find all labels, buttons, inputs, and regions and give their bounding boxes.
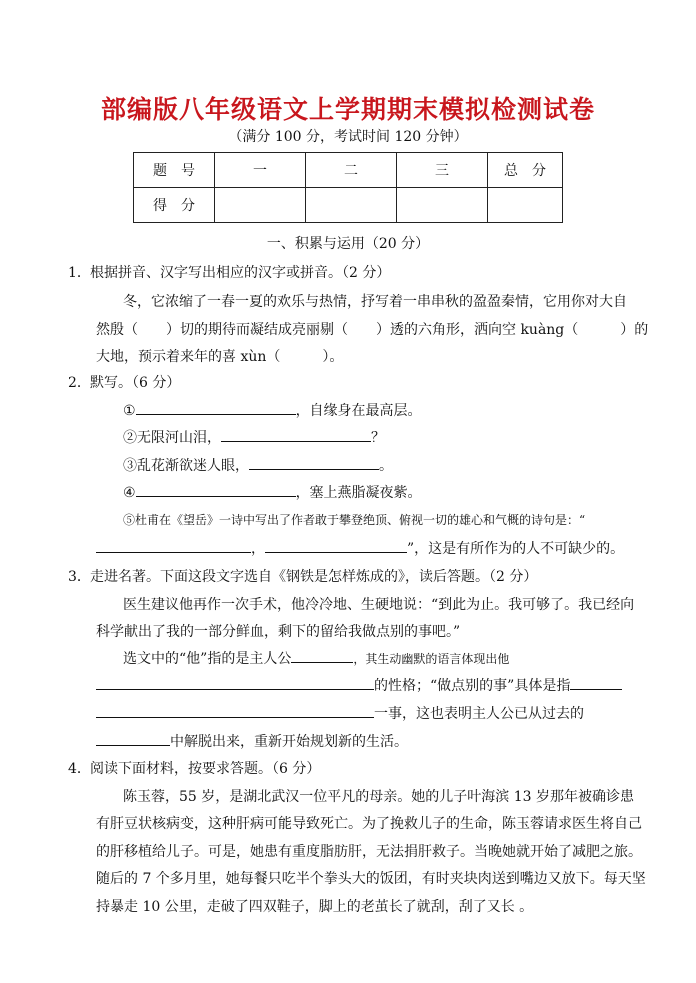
score-cell-label: 题 号 — [134, 153, 215, 188]
score-cell-part2: 二 — [306, 153, 397, 188]
item-suffix: ，自缘身在最高层。 — [295, 403, 422, 419]
q2-item-1 — [123, 400, 422, 420]
q4-passage-line: 的肝移植给儿子。可是，她患有重度脂肪肝，无法捐肝救子。当晚她就开始了减肥之旅。 — [96, 844, 642, 860]
item-prefix: ④ — [123, 485, 136, 501]
q1-passage-line[interactable]: 然殷（ ）切的期待而凝结成亮丽剔（ ）透的六角形，洒向空 kuàng（ ）的 — [96, 322, 649, 338]
score-table-score-row — [134, 188, 563, 223]
score-table — [133, 152, 563, 223]
question-4 — [68, 758, 320, 778]
question-number: 3． — [68, 569, 91, 585]
line-suffix: ，其生动幽默的语言体现出他 — [353, 652, 510, 666]
item-suffix: ”，这是有所作为的人不可缺少的。 — [407, 541, 625, 557]
question-number: 4． — [68, 761, 91, 777]
answer-blank[interactable] — [96, 731, 170, 746]
q4-passage-line: 随后的 7 个多月里，她每餐只吃半个拳头大的饭团，有时夹块肉送到嘴边又放下。每天坚 — [96, 871, 646, 887]
score-table-header-row — [134, 153, 563, 188]
question-number: 2． — [68, 375, 91, 391]
answer-blank[interactable] — [96, 538, 251, 553]
line-suffix: 中解脱出来，重新开始规划新的生活。 — [170, 734, 408, 750]
answer-blank[interactable] — [96, 675, 374, 690]
answer-blank[interactable] — [96, 703, 374, 718]
item-suffix: ？ — [371, 430, 385, 446]
answer-blank[interactable] — [265, 538, 407, 553]
section-heading: 一、积累与运用（20 分） — [266, 236, 430, 252]
answer-blank[interactable] — [136, 400, 296, 415]
item-prefix: ③乱花渐欲迷人眼， — [123, 458, 249, 474]
score-cell-part1: 一 — [215, 153, 306, 188]
answer-blank[interactable] — [136, 482, 296, 497]
item-suffix: ，塞上燕脂凝夜紫。 — [295, 485, 422, 501]
line-suffix: 一事，这也表明主人公已从过去的 — [374, 706, 584, 722]
answer-blank[interactable] — [249, 455, 379, 470]
q4-passage-line: 有肝豆状核病变，这种肝病可能导致死亡。为了挽救儿子的生命，陈玉蓉请求医生将自己 — [96, 816, 642, 832]
question-text: 走进名著。下面这段文字选自《钢铁是怎样炼成的》，读后答题。（2 分） — [90, 569, 538, 585]
q4-passage-line: 持暴走 10 公里，走破了四双鞋子，脚上的老茧长了就刮，刮了又长 。 — [96, 899, 534, 915]
q2-item-2 — [123, 427, 385, 447]
question-text: 阅读下面材料，按要求答题。（6 分） — [90, 761, 321, 777]
q3-answer-line — [96, 703, 584, 723]
q2-item-3 — [123, 455, 393, 475]
q2-item-5: ⑤杜甫在《望岳》一诗中写出了作者敢于攀登绝顶、俯视一切的雄心和气概的诗句是：“ — [123, 513, 586, 527]
score-input-total[interactable] — [488, 188, 563, 223]
q3-answer-line — [96, 675, 622, 695]
q3-answer-line — [123, 648, 509, 668]
item-mid: ， — [251, 541, 265, 557]
q2-item-5-answer — [96, 538, 624, 558]
exam-subtitle: （满分 100 分，考试时间 120 分钟） — [228, 129, 468, 145]
answer-blank[interactable] — [291, 648, 353, 663]
score-cell-total: 总 分 — [488, 153, 563, 188]
question-number: 1． — [68, 265, 91, 281]
score-input-part1[interactable] — [215, 188, 306, 223]
q3-passage-line: 医生建议他再作一次手术，他冷冷地、生硬地说：“到此为止。我可够了。我已经向 — [123, 597, 635, 613]
q4-passage-line: 陈玉蓉，55 岁，是湖北武汉一位平凡的母亲。她的儿子叶海滨 13 岁那年被确诊患 — [123, 789, 634, 805]
item-suffix: 。 — [379, 458, 393, 474]
answer-blank[interactable] — [570, 675, 622, 690]
item-prefix: ① — [123, 403, 136, 419]
q3-answer-line — [96, 731, 408, 751]
question-text: 默写。（6 分） — [90, 375, 181, 391]
answer-blank[interactable] — [221, 427, 371, 442]
score-input-part3[interactable] — [397, 188, 488, 223]
q2-item-4 — [123, 482, 422, 502]
score-row-label: 得 分 — [134, 188, 215, 223]
score-input-part2[interactable] — [306, 188, 397, 223]
score-cell-part3: 三 — [397, 153, 488, 188]
line-mid: 的性格；“做点别的事”具体是指 — [374, 678, 571, 694]
q3-passage-line: 科学献出了我的一部分鲜血，剩下的留给我做点别的事吧。” — [96, 624, 461, 640]
question-1 — [68, 262, 390, 282]
question-2 — [68, 372, 180, 392]
exam-title: 部编版八年级语文上学期期末模拟检测试卷 — [100, 95, 595, 124]
question-text: 根据拼音、汉字写出相应的汉字或拼音。（2 分） — [90, 265, 391, 281]
line-prefix: 选文中的“他”指的是主人公 — [123, 651, 292, 667]
item-prefix: ②无限河山泪， — [123, 430, 221, 446]
q1-passage-line[interactable]: 大地，预示着来年的喜 xùn（ ）。 — [96, 349, 344, 365]
question-3 — [68, 566, 537, 586]
q1-passage-line: 冬，它浓缩了一春一夏的欢乐与热情，抒写着一串串秋的盈盈秦情，它用你对大自 — [123, 294, 627, 310]
